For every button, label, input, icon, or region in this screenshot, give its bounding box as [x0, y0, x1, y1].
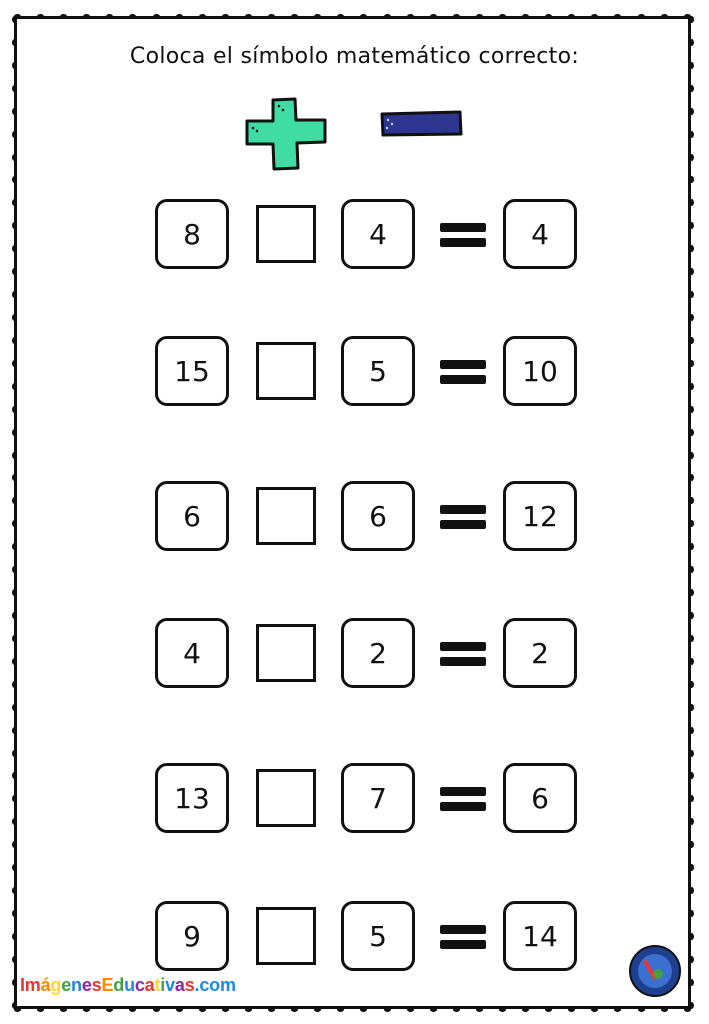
brand-letter: v: [165, 975, 175, 995]
border-dot: [638, 14, 645, 19]
border-dot: [689, 979, 694, 986]
brand-letter: .: [194, 975, 200, 995]
border-dot: [291, 14, 298, 19]
border-dot: [12, 727, 17, 734]
equals-sign: [440, 505, 486, 529]
border-dot: [453, 1007, 460, 1012]
equals-sign: [440, 787, 486, 811]
border-dot: [689, 429, 694, 436]
border-dot: [591, 14, 598, 19]
border-dot: [12, 704, 17, 711]
worksheet-title: Coloca el símbolo matemático correcto:: [129, 44, 580, 69]
border-dot: [360, 14, 367, 19]
border-dot: [689, 841, 694, 848]
border-dot: [407, 14, 414, 19]
brand-letter: E: [101, 975, 114, 995]
brand-logo-text: [20, 975, 236, 996]
equals-sign: [440, 642, 486, 666]
border-dot: [291, 1007, 298, 1012]
border-dot: [476, 1007, 483, 1012]
border-dot: [499, 1007, 506, 1012]
exercise-row: [0, 901, 709, 975]
border-dot: [689, 176, 694, 183]
equals-sign: [440, 925, 486, 949]
operand-a: 9: [155, 901, 229, 971]
border-dot: [12, 566, 17, 573]
border-dot: [689, 704, 694, 711]
border-dot: [430, 1007, 437, 1012]
border-dot: [522, 1007, 529, 1012]
border-dot: [337, 14, 344, 19]
border-dot: [384, 1007, 391, 1012]
border-dot: [430, 14, 437, 19]
border-dot: [689, 452, 694, 459]
border-dot: [222, 14, 229, 19]
border-dot: [360, 1007, 367, 1012]
exercise-row: [0, 618, 709, 692]
brand-letter: u: [124, 975, 135, 995]
border-dot: [689, 314, 694, 321]
border-dot: [614, 1007, 621, 1012]
border-dot: [83, 1007, 90, 1012]
border-dot: [245, 14, 252, 19]
brand-letter: Im: [20, 975, 41, 995]
operand-b: 5: [341, 336, 415, 406]
border-dot: [12, 841, 17, 848]
border-dot: [568, 1007, 575, 1012]
brand-letter: d: [113, 975, 125, 995]
border-dot: [222, 1007, 229, 1012]
border-dot: [199, 1007, 206, 1012]
result-box: 10: [503, 336, 577, 406]
border-dot: [153, 1007, 160, 1012]
brand-letter: s: [91, 975, 102, 995]
brand-letter: i: [160, 975, 166, 995]
exercise-row: [0, 763, 709, 837]
brand-letter: t: [154, 975, 161, 995]
brand-letter: m: [219, 975, 236, 995]
border-dot: [37, 1007, 44, 1012]
border-dot: [407, 1007, 414, 1012]
border-dot: [476, 14, 483, 19]
border-dot: [499, 14, 506, 19]
border-dot: [689, 85, 694, 92]
result-box: 14: [503, 901, 577, 971]
exercise-row: [0, 481, 709, 555]
border-dot: [129, 1007, 136, 1012]
border-dot: [568, 14, 575, 19]
operand-b: 7: [341, 763, 415, 833]
symbol-legend: [0, 94, 709, 174]
border-dot: [12, 887, 17, 894]
border-dot: [638, 1007, 645, 1012]
border-dot: [12, 452, 17, 459]
border-dot: [689, 16, 694, 23]
brand-letter: n: [71, 975, 82, 995]
plus-icon: [243, 96, 329, 172]
equals-sign: [440, 223, 486, 247]
operand-b: 2: [341, 618, 415, 688]
border-dot: [614, 14, 621, 19]
operand-a: 8: [155, 199, 229, 269]
border-dot: [129, 14, 136, 19]
operand-a: 4: [155, 618, 229, 688]
brand-letter: á: [40, 975, 51, 995]
equals-sign: [440, 360, 486, 384]
brand-seal-logo: [628, 944, 682, 998]
brand-letter: g: [50, 975, 62, 995]
border-dot: [12, 176, 17, 183]
border-dot: [314, 14, 321, 19]
operand-b: 5: [341, 901, 415, 971]
result-box: 12: [503, 481, 577, 551]
result-box: 6: [503, 763, 577, 833]
border-dot: [689, 1002, 694, 1009]
brand-letter: c: [199, 975, 210, 995]
border-dot: [337, 1007, 344, 1012]
brand-letter: a: [144, 975, 155, 995]
symbol-answer-box[interactable]: [256, 624, 316, 682]
border-dot: [689, 727, 694, 734]
brand-letter: e: [61, 975, 72, 995]
border-dot: [12, 864, 17, 871]
border-dot: [689, 887, 694, 894]
border-dot: [12, 85, 17, 92]
operand-a: 15: [155, 336, 229, 406]
border-dot: [384, 14, 391, 19]
border-dot: [268, 1007, 275, 1012]
border-dot: [314, 1007, 321, 1012]
symbol-answer-box[interactable]: [256, 769, 316, 827]
border-dot: [245, 1007, 252, 1012]
border-dot: [591, 1007, 598, 1012]
symbol-answer-box[interactable]: [256, 907, 316, 965]
symbol-answer-box[interactable]: [256, 205, 316, 263]
border-dots-top: [14, 12, 691, 20]
brand-letter: e: [81, 975, 92, 995]
result-box: 2: [503, 618, 577, 688]
border-dot: [106, 1007, 113, 1012]
border-dot: [12, 429, 17, 436]
border-dot: [545, 14, 552, 19]
border-dot: [37, 14, 44, 19]
border-dot: [689, 291, 694, 298]
minus-icon: [378, 108, 464, 138]
border-dot: [522, 14, 529, 19]
result-box: 4: [503, 199, 577, 269]
symbol-answer-box[interactable]: [256, 342, 316, 400]
border-dot: [12, 16, 17, 23]
brand-letter: s: [184, 975, 195, 995]
border-dot: [453, 14, 460, 19]
border-dot: [60, 14, 67, 19]
operand-a: 6: [155, 481, 229, 551]
exercise-row: [0, 336, 709, 410]
operand-b: 6: [341, 481, 415, 551]
border-dot: [60, 1007, 67, 1012]
symbol-answer-box[interactable]: [256, 487, 316, 545]
border-dot: [12, 314, 17, 321]
brand-letter: a: [174, 975, 185, 995]
border-dot: [12, 1002, 17, 1009]
brand-letter: o: [209, 975, 220, 995]
border-dot: [689, 864, 694, 871]
border-dot: [12, 589, 17, 596]
border-dot: [12, 291, 17, 298]
border-dot: [268, 14, 275, 19]
border-dot: [12, 979, 17, 986]
operand-b: 4: [341, 199, 415, 269]
border-dot: [661, 14, 668, 19]
border-dot: [545, 1007, 552, 1012]
border-dot: [176, 14, 183, 19]
border-dot: [661, 1007, 668, 1012]
border-dot: [199, 14, 206, 19]
border-dots-bottom: [14, 1005, 691, 1013]
border-dot: [689, 566, 694, 573]
exercise-row: [0, 199, 709, 273]
border-dot: [83, 14, 90, 19]
border-dot: [153, 14, 160, 19]
border-dot: [176, 1007, 183, 1012]
border-dot: [689, 589, 694, 596]
brand-letter: c: [134, 975, 145, 995]
operand-a: 13: [155, 763, 229, 833]
border-dot: [12, 750, 17, 757]
border-dot: [689, 750, 694, 757]
border-dot: [106, 14, 113, 19]
